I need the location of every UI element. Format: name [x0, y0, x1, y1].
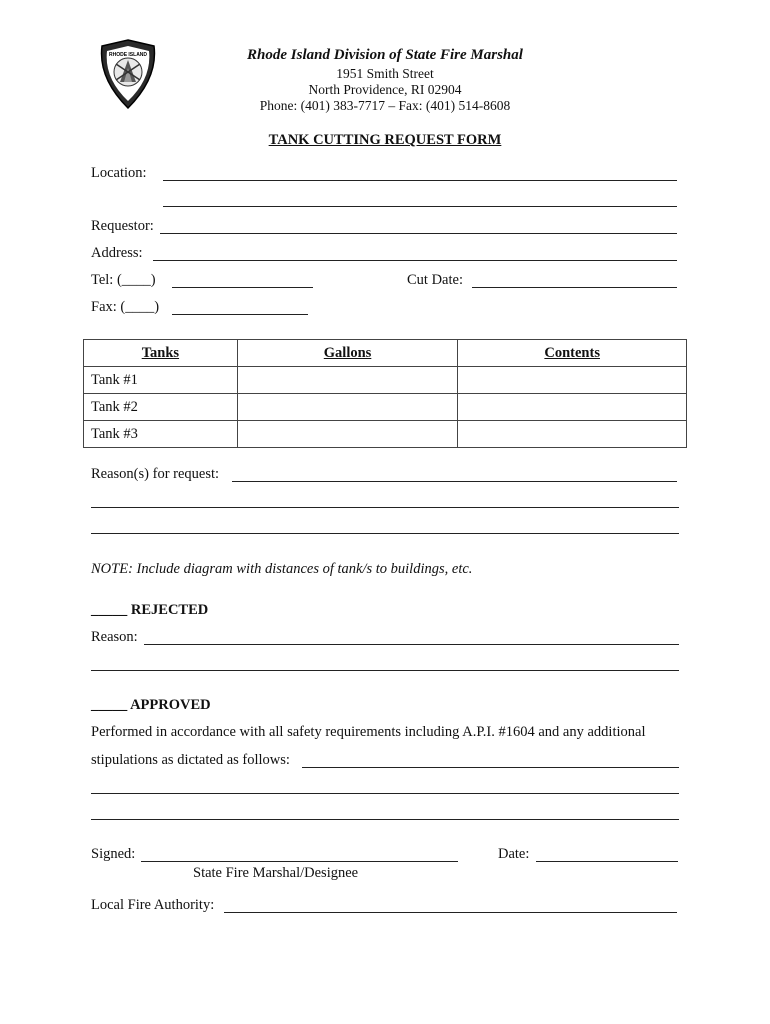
table-row [84, 367, 687, 394]
contents-cell[interactable] [458, 421, 687, 448]
reasons-label: Reason(s) for request: [91, 466, 220, 482]
diagram-note: NOTE: Include diagram with distances of tank/s to buildings, etc. [91, 561, 473, 577]
requestor-label: Requestor: [91, 218, 154, 234]
approved-text-line-2: stipulations as dictated as follows: [91, 752, 290, 768]
location-label: Location: [91, 165, 147, 181]
rejected-reason-field-line-2[interactable] [91, 670, 679, 671]
gallons-column-header: Gallons [237, 340, 458, 367]
agency-street: 1951 Smith Street [336, 66, 434, 81]
stipulations-field-line-3[interactable] [91, 819, 679, 820]
contents-column-header: Contents [458, 340, 687, 367]
signer-title: State Fire Marshal/Designee [193, 865, 359, 881]
form-title: TANK CUTTING REQUEST FORM [268, 132, 502, 148]
stipulations-field-line-2[interactable] [91, 793, 679, 794]
tanks-table-header-row [84, 340, 687, 367]
date-field[interactable] [536, 861, 678, 862]
reasons-field-line-2[interactable] [91, 507, 679, 508]
gallons-cell[interactable] [237, 394, 458, 421]
contents-cell[interactable] [458, 367, 687, 394]
gallons-cell[interactable] [237, 421, 458, 448]
fax-label: Fax: (____) [91, 299, 160, 315]
rejected-reason-label: Reason: [91, 629, 138, 645]
tanks-table [83, 339, 687, 448]
requestor-field[interactable] [160, 233, 677, 234]
reasons-field-line-3[interactable] [91, 533, 679, 534]
signature-field[interactable] [141, 861, 458, 862]
rejected-checkbox-label[interactable]: _____ REJECTED [91, 602, 209, 618]
location-field-line-2[interactable] [163, 206, 677, 207]
stipulations-field-line-1[interactable] [302, 767, 679, 768]
contents-cell[interactable] [458, 394, 687, 421]
address-label: Address: [91, 245, 143, 261]
reasons-field-line-1[interactable] [232, 481, 677, 482]
seal-text-top: RHODE ISLAND [108, 52, 148, 58]
tel-label: Tel: (____) [91, 272, 156, 288]
rejected-reason-field-line-1[interactable] [144, 644, 679, 645]
table-row [84, 394, 687, 421]
tel-field[interactable] [172, 287, 313, 288]
table-row [84, 421, 687, 448]
date-label: Date: [498, 846, 530, 862]
tank-name-cell: Tank #2 [84, 394, 238, 421]
agency-title: Rhode Island Division of State Fire Marshal [247, 47, 523, 63]
local-fire-authority-label: Local Fire Authority: [91, 897, 215, 913]
local-fire-authority-field[interactable] [224, 912, 677, 913]
cut-date-field[interactable] [472, 287, 677, 288]
location-field-line-1[interactable] [163, 180, 677, 181]
agency-contact: Phone: (401) 383-7717 – Fax: (401) 514-8608 [259, 98, 511, 113]
agency-city: North Providence, RI 02904 [308, 82, 462, 97]
tanks-column-header: Tanks [84, 340, 238, 367]
approved-text-line-1: Performed in accordance with all safety requirements including A.P.I. #1604 and any additional [91, 724, 646, 740]
tank-name-cell: Tank #1 [84, 367, 238, 394]
cut-date-label: Cut Date: [407, 272, 463, 288]
signed-label: Signed: [91, 846, 136, 862]
approved-checkbox-label[interactable]: _____ APPROVED [91, 697, 211, 713]
fax-field[interactable] [172, 314, 308, 315]
tank-name-cell: Tank #3 [84, 421, 238, 448]
address-field[interactable] [153, 260, 677, 261]
gallons-cell[interactable] [237, 367, 458, 394]
